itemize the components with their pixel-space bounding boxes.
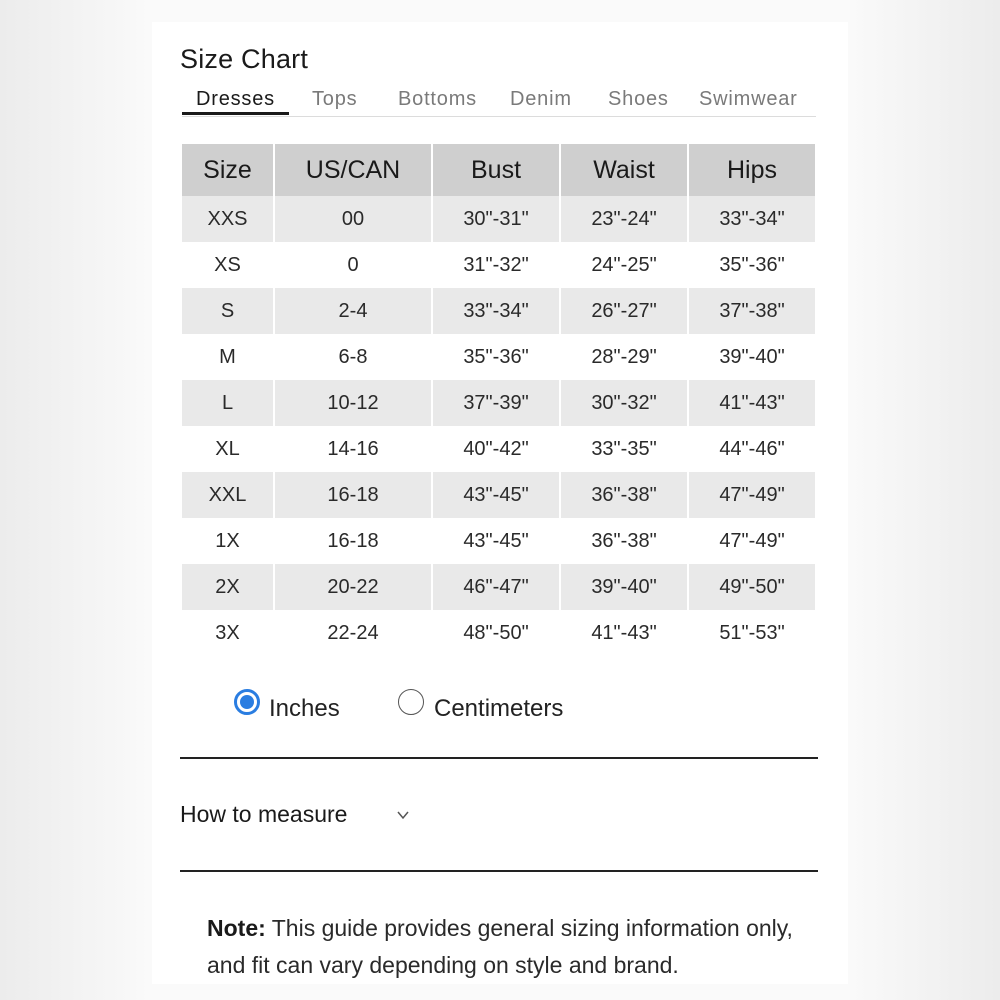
cell-size: XXL	[182, 472, 273, 518]
table-row	[182, 610, 815, 656]
cell-bust: 30"-31"	[433, 196, 559, 242]
cell-us-can: 22-24	[327, 621, 379, 644]
cell-size: 1X	[215, 529, 240, 552]
centimeters-label[interactable]: Centimeters	[434, 695, 564, 722]
cell-waist: 36"-38"	[561, 472, 687, 518]
cell-bust: 43"-45"	[463, 529, 529, 552]
cell-hips: 41"-43"	[689, 380, 815, 426]
chevron-down-icon[interactable]	[396, 808, 410, 822]
table-row	[182, 196, 815, 242]
cell-bust: 37"-39"	[433, 380, 559, 426]
page-title: Size Chart	[180, 44, 309, 74]
cell-us-can: 0	[347, 253, 359, 276]
note-prefix: Note:	[207, 915, 266, 941]
cell-hips: 47"-49"	[719, 529, 785, 552]
divider	[180, 757, 818, 759]
tab-denim[interactable]: Denim	[510, 88, 572, 110]
cell-us-can: 10-12	[275, 380, 431, 426]
cell-hips: 47"-49"	[689, 472, 815, 518]
table-row	[182, 426, 815, 472]
cell-waist: 26"-27"	[561, 288, 687, 334]
cell-hips: 37"-38"	[689, 288, 815, 334]
inches-label[interactable]: Inches	[269, 695, 340, 722]
cell-us-can: 2-4	[275, 288, 431, 334]
cell-size: L	[182, 380, 273, 426]
tab-bottoms[interactable]: Bottoms	[398, 88, 477, 110]
tab-shoes[interactable]: Shoes	[608, 88, 669, 110]
cell-waist: 24"-25"	[591, 253, 657, 276]
cell-us-can: 20-22	[275, 564, 431, 610]
inches-radio[interactable]	[234, 689, 260, 715]
table-row	[182, 334, 815, 380]
cell-bust: 43"-45"	[433, 472, 559, 518]
cell-us-can: 16-18	[327, 529, 379, 552]
cell-waist: 36"-38"	[591, 529, 657, 552]
cell-us-can: 16-18	[275, 472, 431, 518]
table-row	[182, 380, 815, 426]
cell-waist: 39"-40"	[561, 564, 687, 610]
divider	[180, 870, 818, 872]
cell-bust: 48"-50"	[463, 621, 529, 644]
category-tabs	[182, 84, 816, 117]
cell-size: XL	[215, 437, 240, 460]
header-bust: Bust	[433, 144, 559, 196]
cell-bust: 40"-42"	[463, 437, 529, 460]
cell-hips: 51"-53"	[719, 621, 785, 644]
cell-hips: 44"-46"	[719, 437, 785, 460]
header-hips: Hips	[689, 144, 815, 196]
cell-bust: 46"-47"	[433, 564, 559, 610]
note-text: This guide provides general sizing information only, and fit can vary depending on style and brand.	[207, 915, 793, 978]
table-header-row	[182, 144, 815, 196]
cell-size: 3X	[215, 621, 240, 644]
cell-us-can: 14-16	[327, 437, 379, 460]
cell-waist: 23"-24"	[561, 196, 687, 242]
cell-waist: 33"-35"	[591, 437, 657, 460]
cell-size: XS	[214, 253, 241, 276]
cell-us-can: 6-8	[338, 345, 368, 368]
cell-waist: 28"-29"	[591, 345, 657, 368]
tab-tops[interactable]: Tops	[312, 88, 358, 110]
cell-size: M	[219, 345, 236, 368]
cell-hips: 35"-36"	[719, 253, 785, 276]
sizing-note	[207, 910, 807, 984]
table-row	[182, 472, 815, 518]
size-chart-panel	[152, 22, 848, 984]
header-us-can: US/CAN	[275, 144, 431, 196]
cell-waist: 30"-32"	[561, 380, 687, 426]
cell-size: S	[182, 288, 273, 334]
cell-hips: 33"-34"	[689, 196, 815, 242]
cell-waist: 41"-43"	[591, 621, 657, 644]
centimeters-radio[interactable]	[398, 689, 424, 715]
cell-size: XXS	[182, 196, 273, 242]
tab-dresses[interactable]: Dresses	[196, 88, 275, 110]
cell-us-can: 00	[275, 196, 431, 242]
cell-bust: 31"-32"	[463, 253, 529, 276]
header-size: Size	[182, 144, 273, 196]
table-row	[182, 518, 815, 564]
tab-swimwear[interactable]: Swimwear	[699, 88, 798, 110]
cell-bust: 35"-36"	[463, 345, 529, 368]
active-tab-indicator	[182, 112, 289, 115]
cell-hips: 49"-50"	[689, 564, 815, 610]
cell-hips: 39"-40"	[719, 345, 785, 368]
table-row	[182, 564, 815, 610]
cell-bust: 33"-34"	[433, 288, 559, 334]
how-to-measure-toggle[interactable]: How to measure	[180, 801, 348, 827]
unit-selector	[232, 689, 732, 721]
cell-size: 2X	[182, 564, 273, 610]
table-row	[182, 242, 815, 288]
header-waist: Waist	[561, 144, 687, 196]
table-row	[182, 288, 815, 334]
size-table	[180, 144, 817, 656]
